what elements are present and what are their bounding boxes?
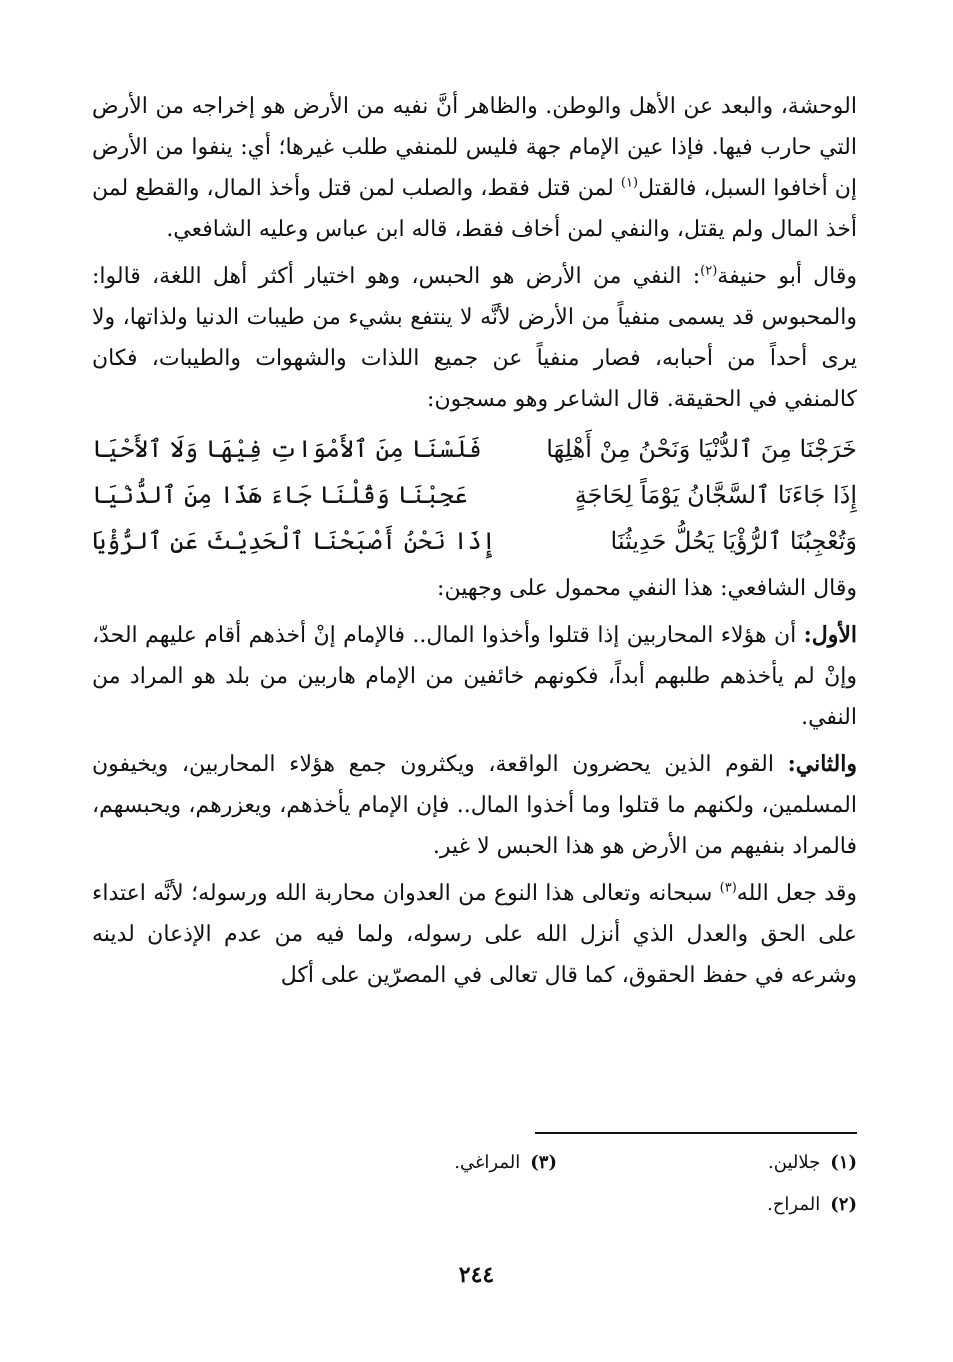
paragraph-4-text: أن هؤلاء المحاربين إذا قتلوا وأخذوا المال.. فالإمام إنْ أخذهم أقام عليهم الحدّ، وإنْ لم يأخذهم طلبهم أبداً، فكونهم خائفين من الإمام هاربين من بلد هو المراد من النفي.	[92, 623, 857, 730]
footnote-item-3	[257, 1148, 557, 1178]
poem-hemistich-first: إِذَا جَاءَنَا ٱلسَّجَّانُ يَوْمَاً لِحَاجَةٍ	[574, 481, 857, 509]
footnote-row	[92, 1148, 857, 1178]
paragraph-6-text-b: سبحانه وتعالى هذا النوع من العدوان محاربة الله ورسوله؛ لأنَّه اعتداء على الحق والعدل الذي أنزل الله على رسوله، ولما فيه من عدم الإذعان لدينه وشرعه في حفظ الحقوق، كما قال تعالى في المصرّين على أكل	[92, 881, 857, 988]
poem-hemistich-second: عَجِبْنَا وَقُلْنَا جَاءَ هَذَا مِنَ ٱلدُّنْيَا	[92, 481, 468, 509]
paragraph-1-text-b: لمن قتل فقط، والصلب لمن قتل وأخذ المال، والقطع لمن أخذ المال ولم يقتل، والنفي لمن أخاف فقط، قاله ابن عباس وعليه الشافعي.	[92, 176, 857, 242]
footnote-item-2	[557, 1190, 857, 1220]
poem-verse	[92, 472, 857, 518]
footnote-row	[92, 1190, 857, 1220]
footnote-ref-2[interactable]: (٢)	[700, 263, 718, 279]
poem-hemistich-second: فَلَسْنَا مِنَ ٱلأَمْوَاتِ فِيْهَا وَلَا ٱلأَحْيَا	[92, 435, 482, 463]
footnote-number: (٢)	[830, 1194, 857, 1215]
footnote-ref-1[interactable]: (١)	[620, 175, 639, 191]
paragraph-5	[92, 744, 857, 867]
footnotes-section	[92, 1132, 857, 1232]
paragraph-5-lead: والثاني:	[787, 751, 857, 777]
footnote-text: جلالين.	[768, 1152, 821, 1173]
poem-verse	[92, 426, 857, 472]
page-number: ٢٤٤	[458, 1262, 495, 1288]
paragraph-4	[92, 615, 857, 738]
footnote-text: المراح.	[767, 1194, 821, 1215]
paragraph-6	[92, 873, 857, 996]
poem-hemistich-first: خَرَجْنَا مِنَ ٱلدُّنْيَا وَنَحْنُ مِنْ أَهْلِهَا	[546, 435, 857, 463]
paragraph-4-lead: الأول:	[803, 622, 857, 648]
footnote-item-1	[557, 1148, 857, 1178]
paragraph-1-text-a: الوحشة، والبعد عن الأهل والوطن. والظاهر أنَّ نفيه من الأرض هو إخراجه من الأرض التي حارب فيها. فإذا عين الإمام جهة فليس للمنفي طلب غيرها؛ أي: ينفوا من الأرض إن أخافوا السبل، فالقتل	[92, 94, 857, 201]
footnote-ref-3[interactable]: (٣)	[719, 880, 737, 896]
paragraph-2-text-b: : النفي من الأرض هو الحبس، وهو اختيار أكثر أهل اللغة، قالوا: والمحبوس قد يسمى منفياً من الأرض لأنَّه لا ينتفع بشيء من طيبات الدنيا ولذاتها، ولا يرى أحداً من أحبابه، فصار منفياً عن جميع اللذات والشهوات والطيبات، فكان كالمنفي في الحقيقة. قال الشاعر وهو مسجون:	[92, 264, 857, 412]
footnote-number: (١)	[830, 1152, 857, 1173]
page-body	[92, 86, 857, 1002]
footnote-number: (٣)	[530, 1152, 557, 1173]
footnote-text: المراغي.	[454, 1152, 521, 1173]
paragraph-6-text-a: وقد جعل الله	[736, 881, 857, 906]
paragraph-2	[92, 256, 857, 420]
paragraph-5-text: القوم الذين يحضرون الواقعة، ويكثرون جمع هؤلاء المحاربين، ويخيفون المسلمين، ولكنهم ما قتلوا وما أخذوا المال.. فإن الإمام يأخذهم، ويعزرهم، ويحبسهم، فالمراد بنفيهم من الأرض هو هذا الحبس لا غير.	[92, 752, 857, 859]
footnote-divider	[535, 1132, 857, 1134]
paragraph-2-text-a: وقال أبو حنيفة	[717, 264, 857, 289]
poem-verse	[92, 518, 857, 564]
paragraph-3: وقال الشافعي: هذا النفي محمول على وجهين:	[437, 576, 857, 601]
poem-hemistich-second: إِذَا نَحْنُ أَصْبَحْنَا ٱلْحَدِيْثَ عَنِ ٱلرُّؤْيَا	[92, 527, 496, 555]
paragraph-1	[92, 86, 857, 250]
poem	[92, 426, 857, 564]
poem-hemistich-first: وَتُعْجِبُنَا ٱلرُّؤْيَا يَحُلُّ حَدِيثُنَا	[610, 527, 857, 555]
